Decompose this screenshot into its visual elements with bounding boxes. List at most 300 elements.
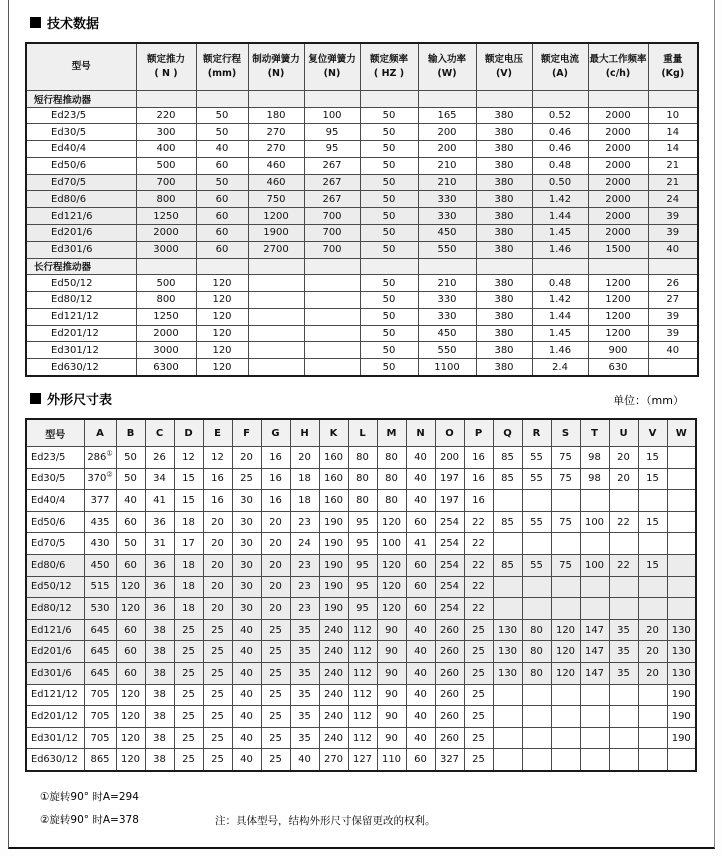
model-cell: Ed23/5 xyxy=(26,107,136,124)
value-cell: 2000 xyxy=(588,157,648,174)
value-cell xyxy=(522,749,551,771)
value-cell: 16 xyxy=(261,490,290,512)
value-cell: 36 xyxy=(145,576,174,598)
value-cell: 50 xyxy=(360,291,418,308)
value-cell: 20 xyxy=(203,554,232,576)
column-label: 复位弹簧力 xyxy=(308,53,356,65)
dim-column-header: W xyxy=(667,419,696,447)
unit-label: 单位：（mm） xyxy=(613,394,684,407)
table-row xyxy=(26,241,698,258)
value-cell xyxy=(493,749,522,771)
value-cell: 15 xyxy=(174,490,203,512)
value-cell: 21 xyxy=(648,157,698,174)
column-unit: (N) xyxy=(323,68,341,79)
value-cell: 15 xyxy=(638,447,667,469)
dim-column-header: T xyxy=(580,419,609,447)
value-cell: 18 xyxy=(174,554,203,576)
value-cell: 380 xyxy=(476,107,532,124)
value-cell: 1.42 xyxy=(532,191,588,208)
value-cell: 1200 xyxy=(588,308,648,325)
value-cell: 55 xyxy=(522,554,551,576)
value-cell: 25 xyxy=(261,727,290,749)
value-cell: 35 xyxy=(290,662,319,684)
dim-header-row xyxy=(26,419,696,447)
tech-column-header xyxy=(136,43,196,91)
value-cell: 15 xyxy=(638,511,667,533)
value-cell: 120 xyxy=(196,308,248,325)
value-cell: 16 xyxy=(203,468,232,490)
value-cell: 40 xyxy=(232,641,261,663)
value-cell: 270 xyxy=(248,141,304,158)
value-cell: 120 xyxy=(551,641,580,663)
dim-column-header: G xyxy=(261,419,290,447)
value-cell: 15 xyxy=(638,468,667,490)
section-header-cell: 长行程推动器 xyxy=(26,258,136,275)
value-cell: 22 xyxy=(464,533,493,555)
value-cell: 16 xyxy=(261,468,290,490)
column-label: 额定推力 xyxy=(146,53,185,65)
dim-column-header: C xyxy=(145,419,174,447)
note-text: 注：具体型号，结构外形尺寸保留更改的权利。 xyxy=(215,815,436,827)
value-cell: 435 xyxy=(84,511,116,533)
value-cell: 30 xyxy=(232,490,261,512)
value-cell: 327 xyxy=(435,749,464,771)
value-cell: 90 xyxy=(377,619,406,641)
value-cell: 80 xyxy=(377,490,406,512)
value-cell: 25 xyxy=(174,662,203,684)
value-cell: 630 xyxy=(588,359,648,376)
column-label: 型号 xyxy=(71,60,91,72)
value-cell xyxy=(304,291,360,308)
column-unit: (N) xyxy=(267,68,285,79)
dim-column-header: D xyxy=(174,419,203,447)
value-cell xyxy=(609,706,638,728)
empty-cell xyxy=(360,91,418,108)
value-cell: 240 xyxy=(319,684,348,706)
value-cell: 380 xyxy=(476,275,532,292)
value-cell: 705 xyxy=(84,706,116,728)
value-cell: 267 xyxy=(304,174,360,191)
empty-cell xyxy=(418,91,476,108)
tech-column-header xyxy=(196,43,248,91)
table-row xyxy=(26,124,698,141)
value-cell: 25 xyxy=(203,684,232,706)
value-cell: 20 xyxy=(261,511,290,533)
empty-cell xyxy=(588,91,648,108)
value-cell: 3000 xyxy=(136,241,196,258)
value-cell: 100 xyxy=(580,554,609,576)
value-cell: 645 xyxy=(84,641,116,663)
value-cell: 2000 xyxy=(588,208,648,225)
value-cell: 40 xyxy=(406,727,435,749)
value-cell: 0.52 xyxy=(532,107,588,124)
value-cell: 50 xyxy=(360,225,418,242)
value-cell: 120 xyxy=(116,727,145,749)
value-cell: 1250 xyxy=(136,308,196,325)
value-cell xyxy=(667,490,696,512)
value-cell: 16 xyxy=(464,447,493,469)
value-cell: 35 xyxy=(290,619,319,641)
value-cell: 1500 xyxy=(588,241,648,258)
model-cell: Ed201/6 xyxy=(26,641,84,663)
tech-column-header xyxy=(304,43,360,91)
model-cell: Ed50/6 xyxy=(26,157,136,174)
value-cell: 50 xyxy=(116,447,145,469)
value-cell: 0.48 xyxy=(532,275,588,292)
dim-column-header: U xyxy=(609,419,638,447)
value-cell xyxy=(609,749,638,771)
value-cell: 41 xyxy=(145,490,174,512)
section-title-technical-data xyxy=(30,13,99,32)
value-cell: 60 xyxy=(406,511,435,533)
value-cell: 80 xyxy=(522,619,551,641)
value-cell: 1.44 xyxy=(532,308,588,325)
value-cell: 20 xyxy=(609,468,638,490)
tech-column-header xyxy=(418,43,476,91)
value-cell: 90 xyxy=(377,662,406,684)
value-cell: 450 xyxy=(84,554,116,576)
value-cell: 60 xyxy=(116,511,145,533)
value-cell xyxy=(248,325,304,342)
value-cell: 20 xyxy=(609,447,638,469)
value-cell xyxy=(667,749,696,771)
value-cell: 1200 xyxy=(248,208,304,225)
value-cell: 380 xyxy=(476,157,532,174)
value-cell: 38 xyxy=(145,662,174,684)
dim-column-header: E xyxy=(203,419,232,447)
dim-column-header: M xyxy=(377,419,406,447)
column-unit: (Kg) xyxy=(661,68,685,79)
table-row xyxy=(26,174,698,191)
value-cell: 12 xyxy=(174,447,203,469)
value-cell: 50 xyxy=(196,174,248,191)
value-cell xyxy=(522,727,551,749)
value-cell: 267 xyxy=(304,191,360,208)
value-cell: 16 xyxy=(464,490,493,512)
model-cell: Ed50/12 xyxy=(26,275,136,292)
value-cell: 147 xyxy=(580,619,609,641)
value-cell: 26 xyxy=(648,275,698,292)
value-cell xyxy=(248,291,304,308)
value-cell: 35 xyxy=(609,662,638,684)
value-cell: 30 xyxy=(232,554,261,576)
value-cell: 38 xyxy=(145,641,174,663)
table-row xyxy=(26,157,698,174)
table-row xyxy=(26,511,696,533)
value-cell: 40 xyxy=(232,662,261,684)
value-cell: 60 xyxy=(406,576,435,598)
value-cell xyxy=(580,533,609,555)
value-cell: 160 xyxy=(319,490,348,512)
value-cell: 40 xyxy=(648,241,698,258)
value-cell: 254 xyxy=(435,533,464,555)
value-cell: 10 xyxy=(648,107,698,124)
dim-column-header: A xyxy=(84,419,116,447)
dim-column-header: H xyxy=(290,419,319,447)
value-cell xyxy=(638,490,667,512)
model-cell: Ed70/5 xyxy=(26,533,84,555)
value-cell: 25 xyxy=(174,706,203,728)
value-cell: 55 xyxy=(522,511,551,533)
value-cell: 95 xyxy=(348,533,377,555)
value-cell: 20 xyxy=(638,619,667,641)
value-cell: 85 xyxy=(493,468,522,490)
value-cell: 25 xyxy=(203,706,232,728)
value-cell: 22 xyxy=(464,598,493,620)
value-cell xyxy=(667,533,696,555)
value-cell: 25 xyxy=(261,749,290,771)
value-cell: 95 xyxy=(304,124,360,141)
value-cell: 200 xyxy=(435,447,464,469)
table-row xyxy=(26,641,696,663)
value-cell: 50 xyxy=(360,157,418,174)
value-cell: 30 xyxy=(232,598,261,620)
value-cell xyxy=(580,598,609,620)
value-cell: 50 xyxy=(360,325,418,342)
value-cell: 75 xyxy=(551,554,580,576)
value-cell: 645 xyxy=(84,662,116,684)
column-label: 重量 xyxy=(663,53,683,65)
column-label: 制动弹簧力 xyxy=(252,53,300,65)
value-cell: 30 xyxy=(232,576,261,598)
value-cell: 60 xyxy=(116,662,145,684)
empty-cell xyxy=(588,258,648,275)
value-cell: 1.45 xyxy=(532,325,588,342)
value-cell: 120 xyxy=(377,576,406,598)
value-cell xyxy=(667,468,696,490)
value-cell: 200 xyxy=(418,141,476,158)
value-cell: 112 xyxy=(348,684,377,706)
value-cell: 90 xyxy=(377,684,406,706)
value-cell xyxy=(609,533,638,555)
value-cell: 190 xyxy=(319,576,348,598)
value-cell: 25 xyxy=(261,706,290,728)
value-cell: 20 xyxy=(290,447,319,469)
value-cell: 1250 xyxy=(136,208,196,225)
value-cell: 430 xyxy=(84,533,116,555)
value-cell xyxy=(551,598,580,620)
model-cell: Ed80/12 xyxy=(26,291,136,308)
value-cell: 120 xyxy=(551,662,580,684)
value-cell: 260 xyxy=(435,641,464,663)
value-cell xyxy=(84,447,116,469)
value-cell: 700 xyxy=(304,208,360,225)
value-cell: 147 xyxy=(580,662,609,684)
value-cell: 1200 xyxy=(588,275,648,292)
value-cell: 50 xyxy=(360,124,418,141)
value-cell: 22 xyxy=(609,511,638,533)
value-cell: 60 xyxy=(406,598,435,620)
value-cell: 20 xyxy=(638,662,667,684)
value-cell: 25 xyxy=(203,662,232,684)
value-cell xyxy=(638,749,667,771)
value-cell xyxy=(638,598,667,620)
value-cell xyxy=(304,325,360,342)
value-cell: 18 xyxy=(290,490,319,512)
empty-cell xyxy=(136,258,196,275)
value-cell xyxy=(667,576,696,598)
value-cell: 40 xyxy=(232,684,261,706)
value-cell: 112 xyxy=(348,619,377,641)
column-label: 输入功率 xyxy=(427,53,466,65)
value-cell xyxy=(493,576,522,598)
value-cell: 130 xyxy=(667,619,696,641)
value-cell: 38 xyxy=(145,706,174,728)
value-cell: 330 xyxy=(418,291,476,308)
value-cell: 20 xyxy=(203,576,232,598)
value-cell xyxy=(522,598,551,620)
value-cell: 460 xyxy=(248,174,304,191)
value-cell: 0.46 xyxy=(532,141,588,158)
model-cell: Ed30/5 xyxy=(26,124,136,141)
value-cell: 380 xyxy=(476,225,532,242)
value-cell: 22 xyxy=(609,554,638,576)
value-cell xyxy=(609,727,638,749)
footnote-marker: ① xyxy=(106,449,113,458)
value-cell: 25 xyxy=(232,468,261,490)
tech-column-header xyxy=(360,43,418,91)
value-cell: 2000 xyxy=(588,191,648,208)
column-label: 额定行程 xyxy=(202,53,241,65)
value-cell: 40 xyxy=(406,447,435,469)
value-cell: 36 xyxy=(145,554,174,576)
value-cell: 120 xyxy=(196,359,248,376)
value-cell: 240 xyxy=(319,706,348,728)
value-cell: 130 xyxy=(493,641,522,663)
value-cell: 35 xyxy=(609,619,638,641)
value-cell xyxy=(522,533,551,555)
value-cell: 23 xyxy=(290,598,319,620)
value-cell: 25 xyxy=(261,641,290,663)
value-cell: 21 xyxy=(648,174,698,191)
empty-cell xyxy=(532,258,588,275)
column-unit: (mm) xyxy=(207,68,237,79)
value-cell: 500 xyxy=(136,157,196,174)
value-cell: 1.45 xyxy=(532,225,588,242)
value-cell: 865 xyxy=(84,749,116,771)
value-cell: 25 xyxy=(174,684,203,706)
empty-cell xyxy=(196,258,248,275)
value-cell xyxy=(493,598,522,620)
value-cell: 380 xyxy=(476,325,532,342)
value-cell: 40 xyxy=(232,749,261,771)
value-cell: 35 xyxy=(290,684,319,706)
value-cell: 85 xyxy=(493,511,522,533)
value-cell: 31 xyxy=(145,533,174,555)
value-cell: 20 xyxy=(261,598,290,620)
value-cell: 12 xyxy=(203,447,232,469)
value-cell: 38 xyxy=(145,749,174,771)
value-cell: 50 xyxy=(360,107,418,124)
value-cell: 50 xyxy=(196,124,248,141)
empty-cell xyxy=(248,258,304,275)
value-cell: 38 xyxy=(145,727,174,749)
empty-cell xyxy=(418,258,476,275)
value-cell xyxy=(580,490,609,512)
value-cell: 50 xyxy=(360,342,418,359)
value-cell xyxy=(580,706,609,728)
value-cell: 25 xyxy=(464,727,493,749)
value-cell: 800 xyxy=(136,191,196,208)
value-cell: 60 xyxy=(196,208,248,225)
value-cell: 60 xyxy=(116,619,145,641)
empty-cell xyxy=(304,91,360,108)
dimension-value: 286 xyxy=(87,451,107,463)
value-cell: 25 xyxy=(203,727,232,749)
value-cell: 197 xyxy=(435,490,464,512)
empty-cell xyxy=(476,258,532,275)
value-cell: 95 xyxy=(304,141,360,158)
tech-header-row xyxy=(26,43,698,91)
value-cell xyxy=(638,684,667,706)
value-cell xyxy=(580,576,609,598)
value-cell: 24 xyxy=(290,533,319,555)
value-cell xyxy=(551,706,580,728)
value-cell: 147 xyxy=(580,641,609,663)
value-cell: 500 xyxy=(136,275,196,292)
table-row xyxy=(26,225,698,242)
value-cell: 180 xyxy=(248,107,304,124)
value-cell xyxy=(638,727,667,749)
value-cell: 210 xyxy=(418,157,476,174)
table-row xyxy=(26,275,698,292)
dimension-table xyxy=(25,418,697,772)
dim-column-header: L xyxy=(348,419,377,447)
square-bullet-icon xyxy=(30,17,41,28)
value-cell: 120 xyxy=(116,706,145,728)
value-cell: 60 xyxy=(406,749,435,771)
value-cell: 18 xyxy=(290,468,319,490)
model-cell: Ed50/12 xyxy=(26,576,84,598)
value-cell: 98 xyxy=(580,447,609,469)
value-cell: 26 xyxy=(145,447,174,469)
value-cell: 2000 xyxy=(588,141,648,158)
value-cell: 330 xyxy=(418,208,476,225)
value-cell xyxy=(551,490,580,512)
value-cell xyxy=(304,308,360,325)
dim-column-header: K xyxy=(319,419,348,447)
value-cell xyxy=(638,533,667,555)
value-cell: 197 xyxy=(435,468,464,490)
value-cell: 2000 xyxy=(588,124,648,141)
empty-cell xyxy=(196,91,248,108)
value-cell: 38 xyxy=(145,684,174,706)
dim-column-header: Q xyxy=(493,419,522,447)
value-cell: 23 xyxy=(290,576,319,598)
value-cell xyxy=(304,359,360,376)
value-cell: 550 xyxy=(418,342,476,359)
value-cell: 25 xyxy=(203,749,232,771)
value-cell: 75 xyxy=(551,511,580,533)
model-cell: Ed80/12 xyxy=(26,598,84,620)
value-cell: 190 xyxy=(667,727,696,749)
value-cell: 14 xyxy=(648,141,698,158)
value-cell: 1.46 xyxy=(532,241,588,258)
value-cell: 120 xyxy=(196,275,248,292)
dimension-value: 370 xyxy=(87,473,107,485)
value-cell: 190 xyxy=(667,706,696,728)
column-unit: (W) xyxy=(437,68,457,79)
model-cell: Ed30/5 xyxy=(26,468,84,490)
value-cell: 90 xyxy=(377,727,406,749)
value-cell: 39 xyxy=(648,225,698,242)
value-cell: 120 xyxy=(196,291,248,308)
value-cell: 25 xyxy=(464,684,493,706)
value-cell: 25 xyxy=(464,706,493,728)
value-cell: 550 xyxy=(418,241,476,258)
value-cell: 36 xyxy=(145,598,174,620)
value-cell: 25 xyxy=(464,641,493,663)
